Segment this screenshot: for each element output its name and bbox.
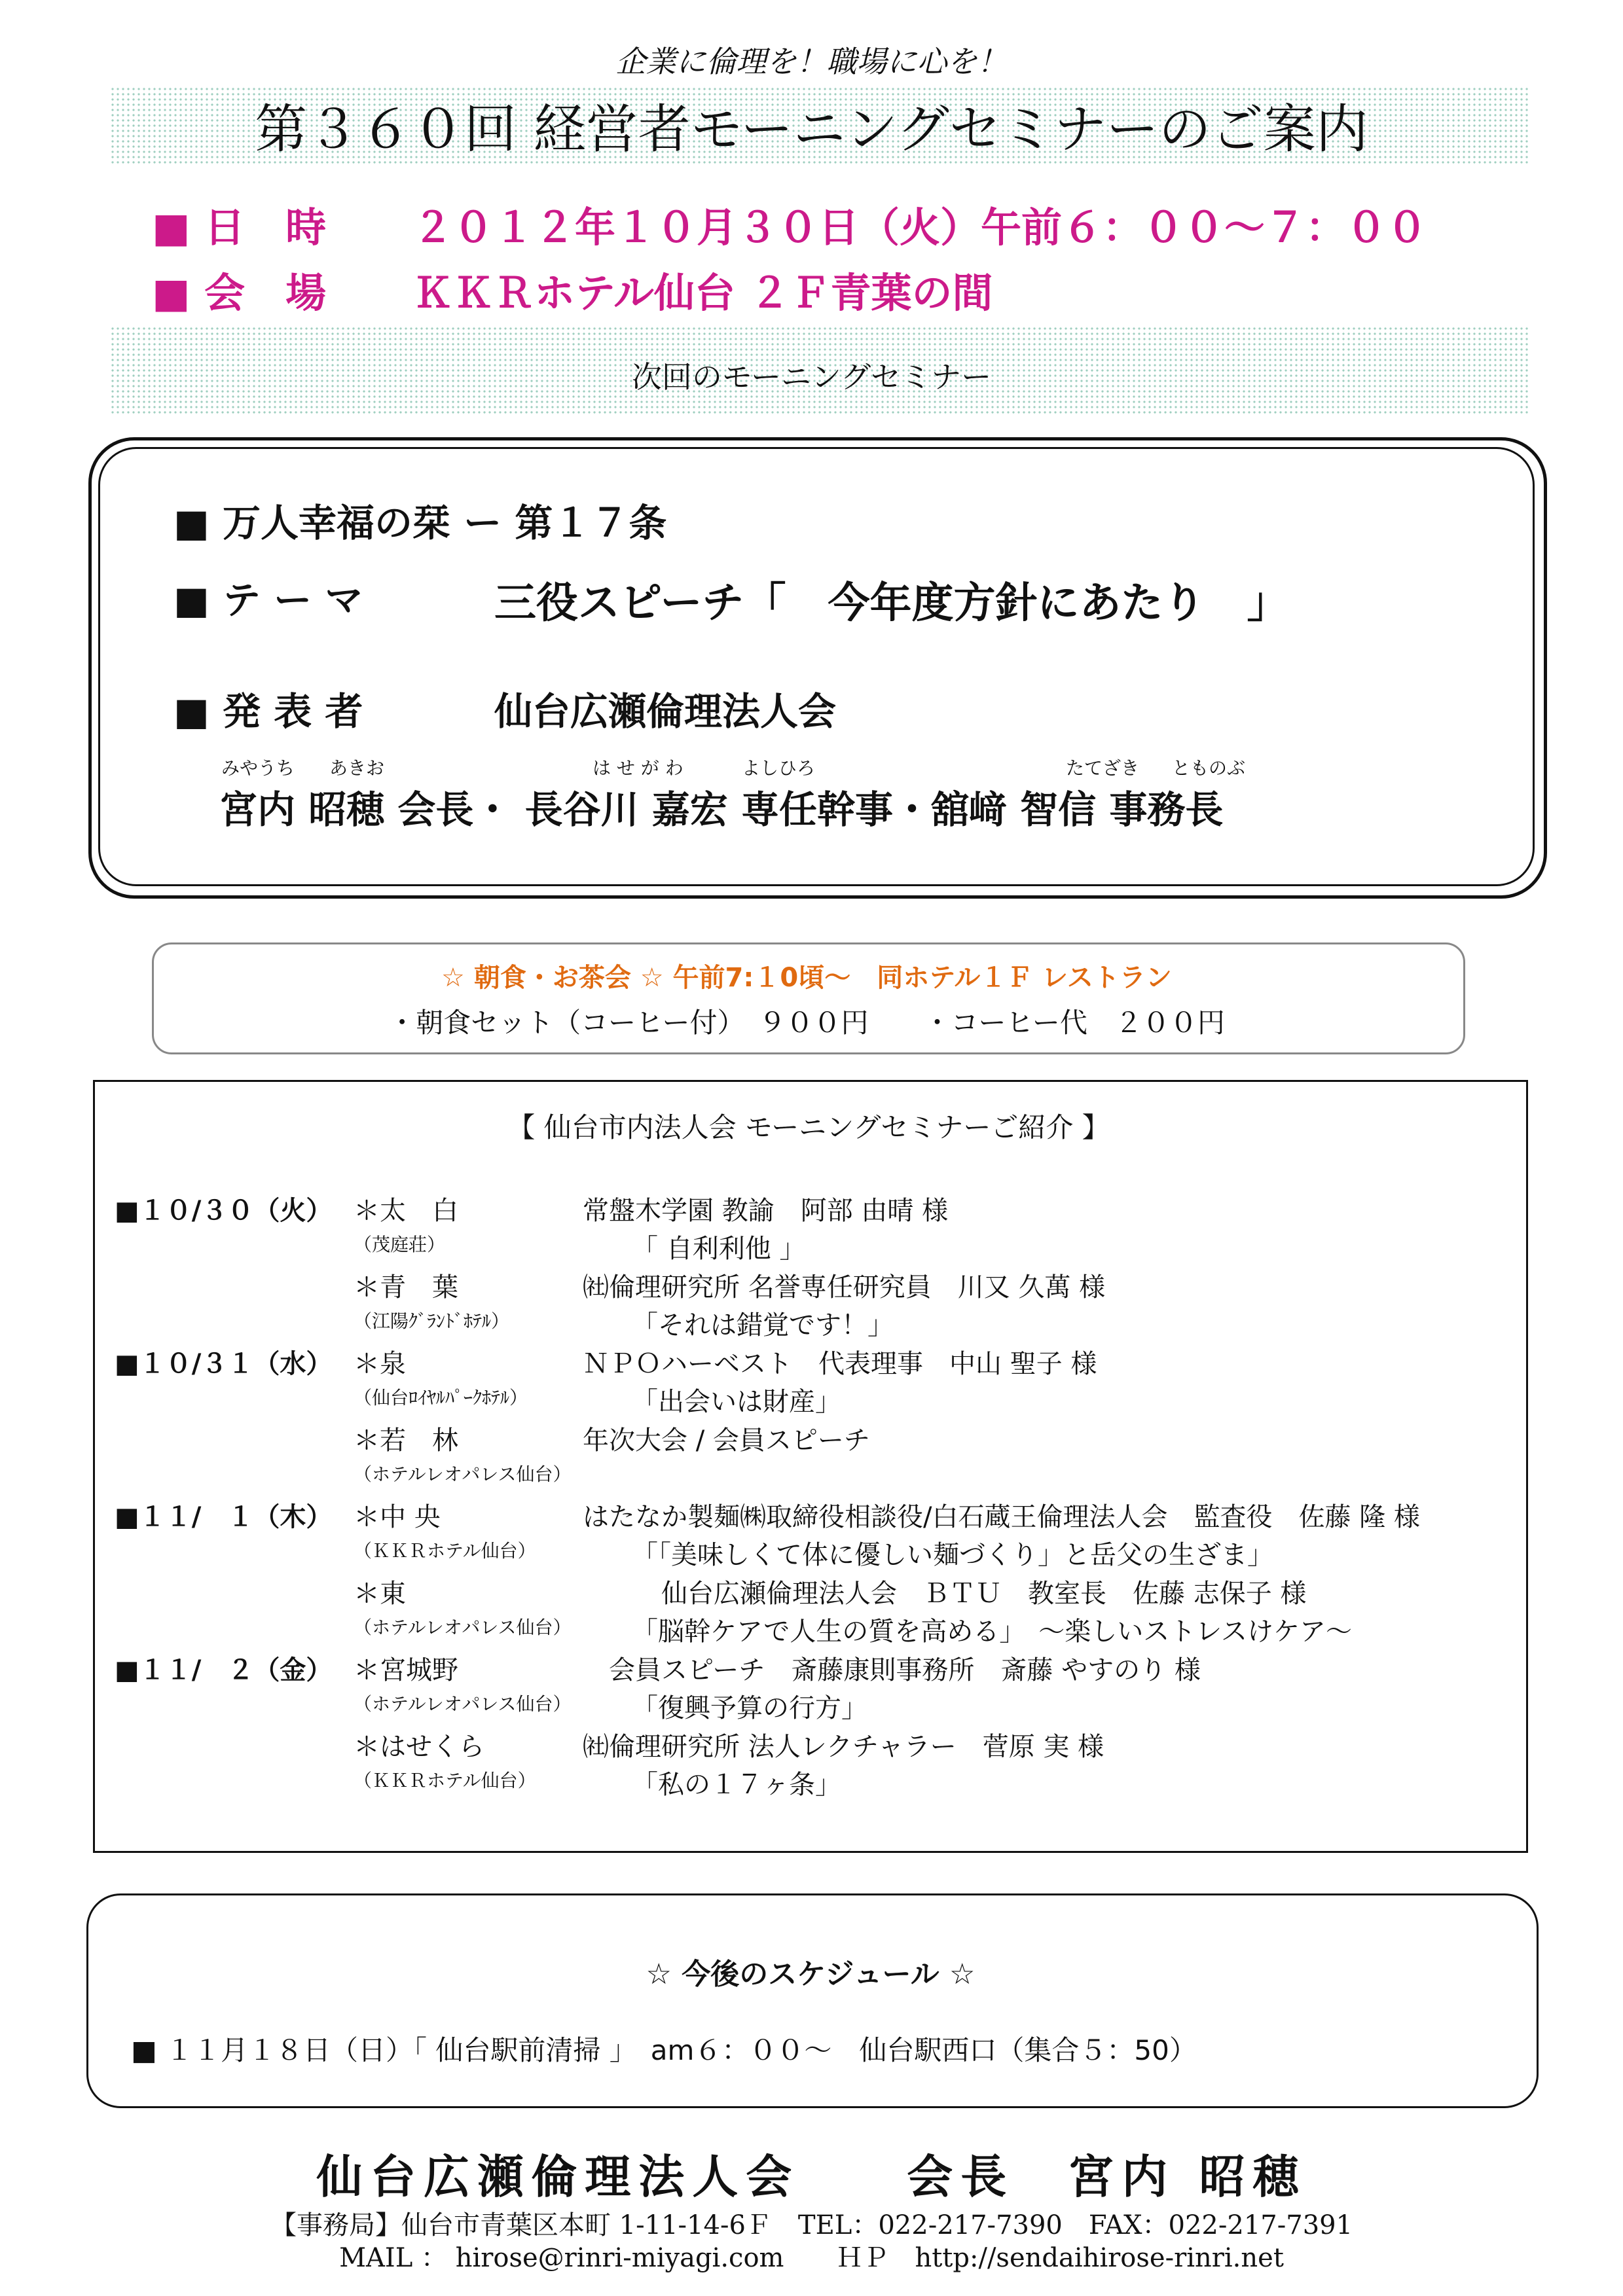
- schedule-box: [86, 1893, 1539, 2108]
- ruby-miyauchi: みやうち: [221, 757, 295, 779]
- session-topic: 「私の１７ヶ条」: [632, 1770, 841, 1800]
- session-speaker: 常盤木学園 教諭 阿部 由晴 様: [583, 1196, 949, 1226]
- ruby-akio: あきお: [329, 757, 385, 779]
- session-name: ＊泉: [354, 1349, 406, 1379]
- session-topic: 「脳幹ケアで人生の質を高める」 ～楽しいストレスけケア～: [632, 1617, 1352, 1647]
- schedule-title: ☆ 今後のスケジュール ☆: [646, 1958, 976, 1991]
- next-seminar-label: 次回のモーニングセミナー: [631, 359, 992, 395]
- date-value: ２０１２年１０月３０日（火）午前６：００～７：００: [412, 204, 1428, 251]
- theme-label: ■ テ ー マ: [173, 578, 363, 622]
- schedule-item: ■ １１月１８日（日）「 仙台駅前清掃 」 am６：００～ 仙台駅西口（集合５：50）: [131, 2034, 1197, 2066]
- session-speaker: 年次大会 / 会員スピーチ: [583, 1426, 870, 1456]
- date-label: ■ 日 時: [152, 204, 327, 251]
- session-speaker: ㈳倫理研究所 法人レクチャラー 菅原 実 様: [583, 1732, 1104, 1762]
- footer-contact: MAIL ： hirose@rinri-miyagi.com ＨＰ http://sendaihirose-rinri.net: [339, 2243, 1284, 2273]
- session-name: ＊青 葉: [354, 1272, 458, 1302]
- session-speaker: ㈳倫理研究所 名誉専任研究員 川又 久萬 様: [583, 1272, 1106, 1302]
- session-speaker: 会員スピーチ 斎藤康則事務所 斎藤 やすのり 様: [609, 1655, 1201, 1685]
- session-topic: 「 自利利他 」: [632, 1234, 806, 1264]
- session-venue: （ホテルレオパレス仙台）: [354, 1463, 572, 1485]
- day-date: ■１０/３１（水）: [115, 1349, 333, 1379]
- session-name: ＊はせくら: [354, 1732, 484, 1762]
- session-name: ＊若 林: [354, 1426, 458, 1456]
- venue-value: ＫＫＲホテル仙台 ２Ｆ青葉の間: [412, 269, 993, 317]
- session-venue: （ＫＫＲホテル仙台）: [354, 1540, 536, 1562]
- ruby-hasegawa: は せ が わ: [593, 757, 684, 779]
- article-line: ■ 万人幸福の栞 ー 第１７条: [173, 501, 667, 545]
- ruby-tatezaki: たてざき: [1066, 757, 1140, 779]
- breakfast-prices: ・朝食セット（コーヒー付） ９００円 ・コーヒー代 ２００円: [388, 1007, 1225, 1039]
- day-date: ■１１/ １（木）: [115, 1502, 333, 1532]
- session-venue: （ＫＫＲホテル仙台）: [354, 1770, 536, 1791]
- session-venue: （ホテルレオパレス仙台）: [354, 1693, 572, 1715]
- session-topic: 「復興予算の行方」: [632, 1693, 867, 1723]
- day-date: ■１０/３０（火）: [115, 1196, 333, 1226]
- day-date: ■１１/ ２（金）: [115, 1655, 333, 1685]
- session-speaker: ＮＰＯハーベスト 代表理事 中山 聖子 様: [583, 1349, 1097, 1379]
- presenter-label: ■ 発 表 者: [173, 689, 363, 734]
- intro-title: 【 仙台市内法人会 モーニングセミナーご紹介 】: [507, 1111, 1110, 1143]
- session-venue: （仙台ﾛｲﾔﾙﾊﾟｰｸﾎﾃﾙ）: [354, 1387, 528, 1408]
- ruby-yoshihiro: よしひろ: [742, 757, 816, 779]
- breakfast-title: ☆ 朝食・お茶会 ☆ 午前7:１0頃～ 同ホテル１Ｆ レストラン: [441, 963, 1172, 993]
- session-topic: 「「美味しくて体に優しい麺づくり」と岳父の生ざま」: [632, 1540, 1273, 1570]
- session-name: ＊中 央: [354, 1502, 441, 1532]
- presenter-org: 仙台広瀬倫理法人会: [494, 689, 837, 734]
- footer-org: 仙台広瀬倫理法人会 会長 宮内 昭穂: [316, 2150, 1307, 2204]
- footer-address: 【事務局】仙台市青葉区本町 1-11-14-6Ｆ TEL：022-217-7390 FAX：022-217-7391: [270, 2210, 1353, 2240]
- session-name: ＊太 白: [354, 1196, 458, 1226]
- venue-label: ■ 会 場: [152, 269, 327, 317]
- session-speaker: はたなか製麺㈱取締役相談役/白石蔵王倫理法人会 監査役 佐藤 隆 様: [583, 1502, 1420, 1532]
- session-name: ＊東: [354, 1579, 406, 1609]
- session-topic: 「出会いは財産」: [632, 1387, 841, 1417]
- session-venue: （茂庭荘）: [354, 1234, 446, 1255]
- session-venue: （ホテルレオパレス仙台）: [354, 1617, 572, 1638]
- ruby-tomonobu: とものぶ: [1172, 757, 1246, 779]
- theme-value: 三役スピーチ「 今年度方針にあたり 」: [494, 579, 1289, 628]
- page-title: 第３６０回 経営者モーニングセミナーのご案内: [255, 99, 1368, 160]
- slogan: 企業に倫理を！職場に心を！: [615, 44, 1008, 79]
- session-name: ＊宮城野: [354, 1655, 458, 1685]
- session-venue: （江陽ｸﾞﾗﾝﾄﾞﾎﾃﾙ）: [354, 1310, 510, 1332]
- session-speaker: 仙台広瀬倫理法人会 ＢＴＵ 教室長 佐藤 志保子 様: [661, 1579, 1307, 1609]
- presenters-names: 宮内 昭穂 会長・ 長谷川 嘉宏 専任幹事・舘﨑 智信 事務長: [219, 787, 1224, 832]
- session-topic: 「それは錯覚です！」: [632, 1310, 894, 1340]
